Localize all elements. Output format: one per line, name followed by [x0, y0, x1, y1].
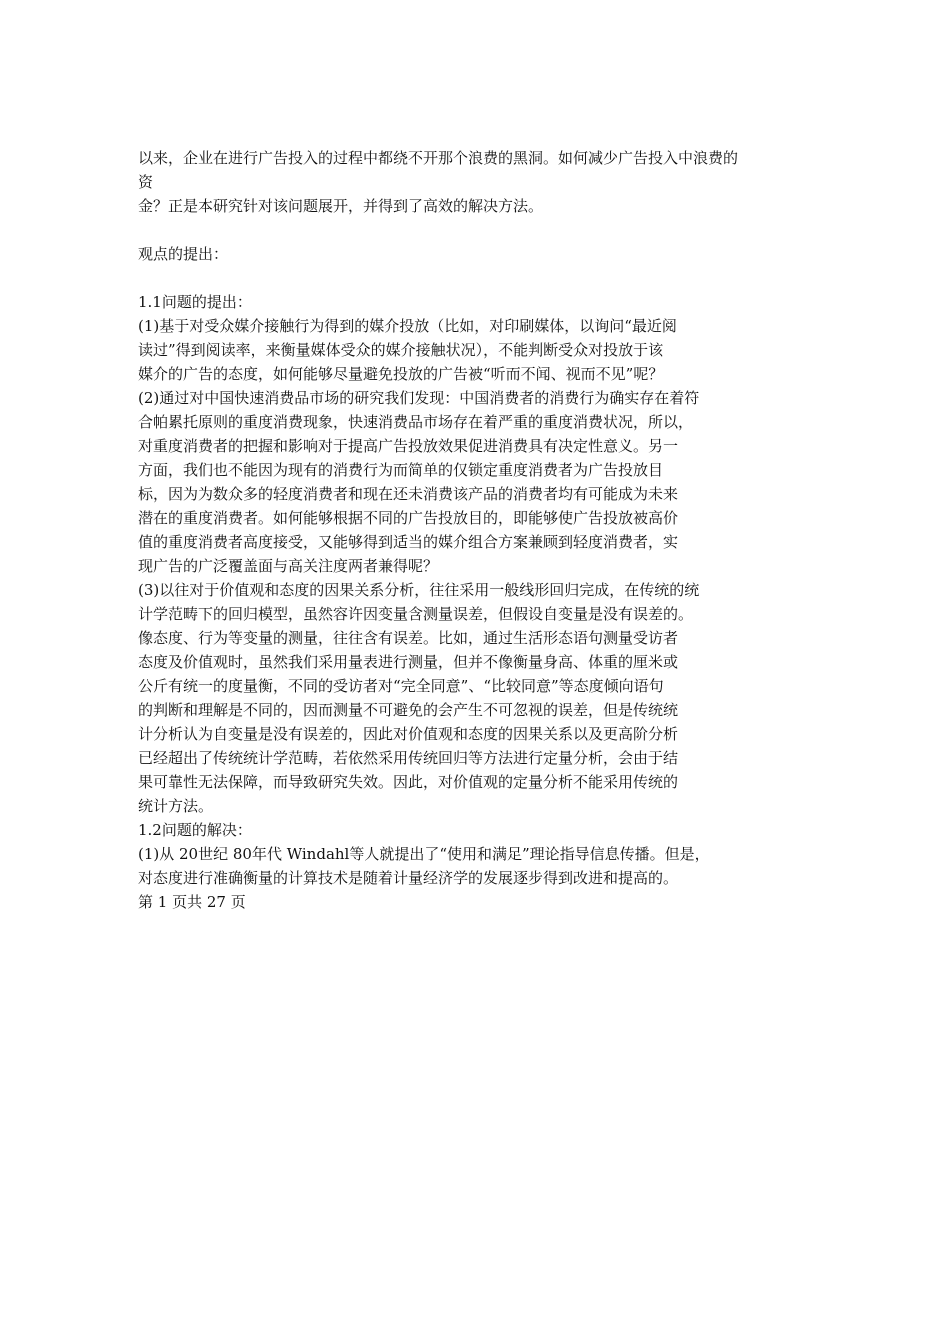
section-1-line: 像态度、行为等变量的测量，往往含有误差。比如，通过生活形态语句测量受访者	[138, 629, 679, 647]
section-1-line: 计分析认为自变量是没有误差的，因此对价值观和态度的因果关系以及更高阶分析	[138, 725, 679, 743]
viewpoint-heading: 观点的提出：	[138, 245, 229, 263]
section-2-line: 对态度进行准确衡量的计算技术是随着计量经济学的发展逐步得到改进和提高的。	[138, 869, 679, 887]
page-footer: 第 1 页共 27 页	[138, 893, 246, 911]
section-1-line: 值的重度消费者高度接受，又能够得到适当的媒介组合方案兼顾到轻度消费者，实	[138, 533, 679, 551]
section-1-line: 媒介的广告的态度，如何能够尽量避免投放的广告被“听而不闻、视而不见”呢？	[138, 365, 664, 383]
section-1-line: 的判断和理解是不同的，因而测量不可避免的会产生不可忽视的误差，但是传统统	[138, 701, 679, 719]
section-1-line: 对重度消费者的把握和影响对于提高广告投放效果促进消费具有决定性意义。另一	[138, 437, 679, 455]
section-1-line: 计学范畴下的回归模型，虽然容许因变量含测量误差，但假设自变量是没有误差的。	[138, 605, 694, 623]
intro-line-2: 资	[138, 173, 154, 191]
section-1-line: 统计方法。	[138, 797, 214, 815]
intro-line-3: 金？正是本研究针对该问题展开，并得到了高效的解决方法。	[138, 197, 544, 215]
document-body	[138, 146, 828, 914]
blank-line	[138, 218, 828, 242]
section-1-line: 标，因为为数众多的轻度消费者和现在还未消费该产品的消费者均有可能成为未来	[138, 485, 679, 503]
section-1-line: 合帕累托原则的重度消费现象，快速消费品市场存在着严重的重度消费状况，所以，	[138, 413, 694, 431]
section-1-line: 现广告的广泛覆盖面与高关注度两者兼得呢？	[138, 557, 439, 575]
section-1-line: 潜在的重度消费者。如何能够根据不同的广告投放目的，即能够使广告投放被高价	[138, 509, 679, 527]
section-1-line: 果可靠性无法保障，而导致研究失效。因此，对价值观的定量分析不能采用传统的	[138, 773, 679, 791]
section-1-line: 读过”得到阅读率，来衡量媒体受众的媒介接触状况），不能判断受众对投放于该	[138, 341, 664, 359]
section-1-line: 公斤有统一的度量衡，不同的受访者对“完全同意”、“比较同意”等态度倾向语句	[138, 677, 664, 695]
section-1-line: 态度及价值观时，虽然我们采用量表进行测量，但并不像衡量身高、体重的厘米或	[138, 653, 679, 671]
section-2-heading: 1.2问题的解决：	[138, 821, 252, 839]
section-1-heading: 1.1问题的提出：	[138, 293, 252, 311]
section-1-line: (2)通过对中国快速消费品市场的研究我们发现：中国消费者的消费行为确实存在着符	[138, 389, 700, 407]
section-1-line: (3)以往对于价值观和态度的因果关系分析，往往采用一般线形回归完成，在传统的统	[138, 581, 700, 599]
section-1-line: 方面，我们也不能因为现有的消费行为而简单的仅锁定重度消费者为广告投放目	[138, 461, 664, 479]
section-2-line: (1)从 20世纪 80年代 Windahl等人就提出了“使用和满足”理论指导信息传播。但是，	[138, 845, 710, 863]
section-1-line: 已经超出了传统统计学范畴，若依然采用传统回归等方法进行定量分析，会由于结	[138, 749, 679, 767]
intro-line-1: 以来，企业在进行广告投入的过程中都绕不开那个浪费的黑洞。如何减少广告投入中浪费的	[138, 149, 739, 167]
section-1-line: (1)基于对受众媒介接触行为得到的媒介投放（比如，对印刷媒体，以询问“最近阅	[138, 317, 677, 335]
blank-line	[138, 266, 828, 290]
